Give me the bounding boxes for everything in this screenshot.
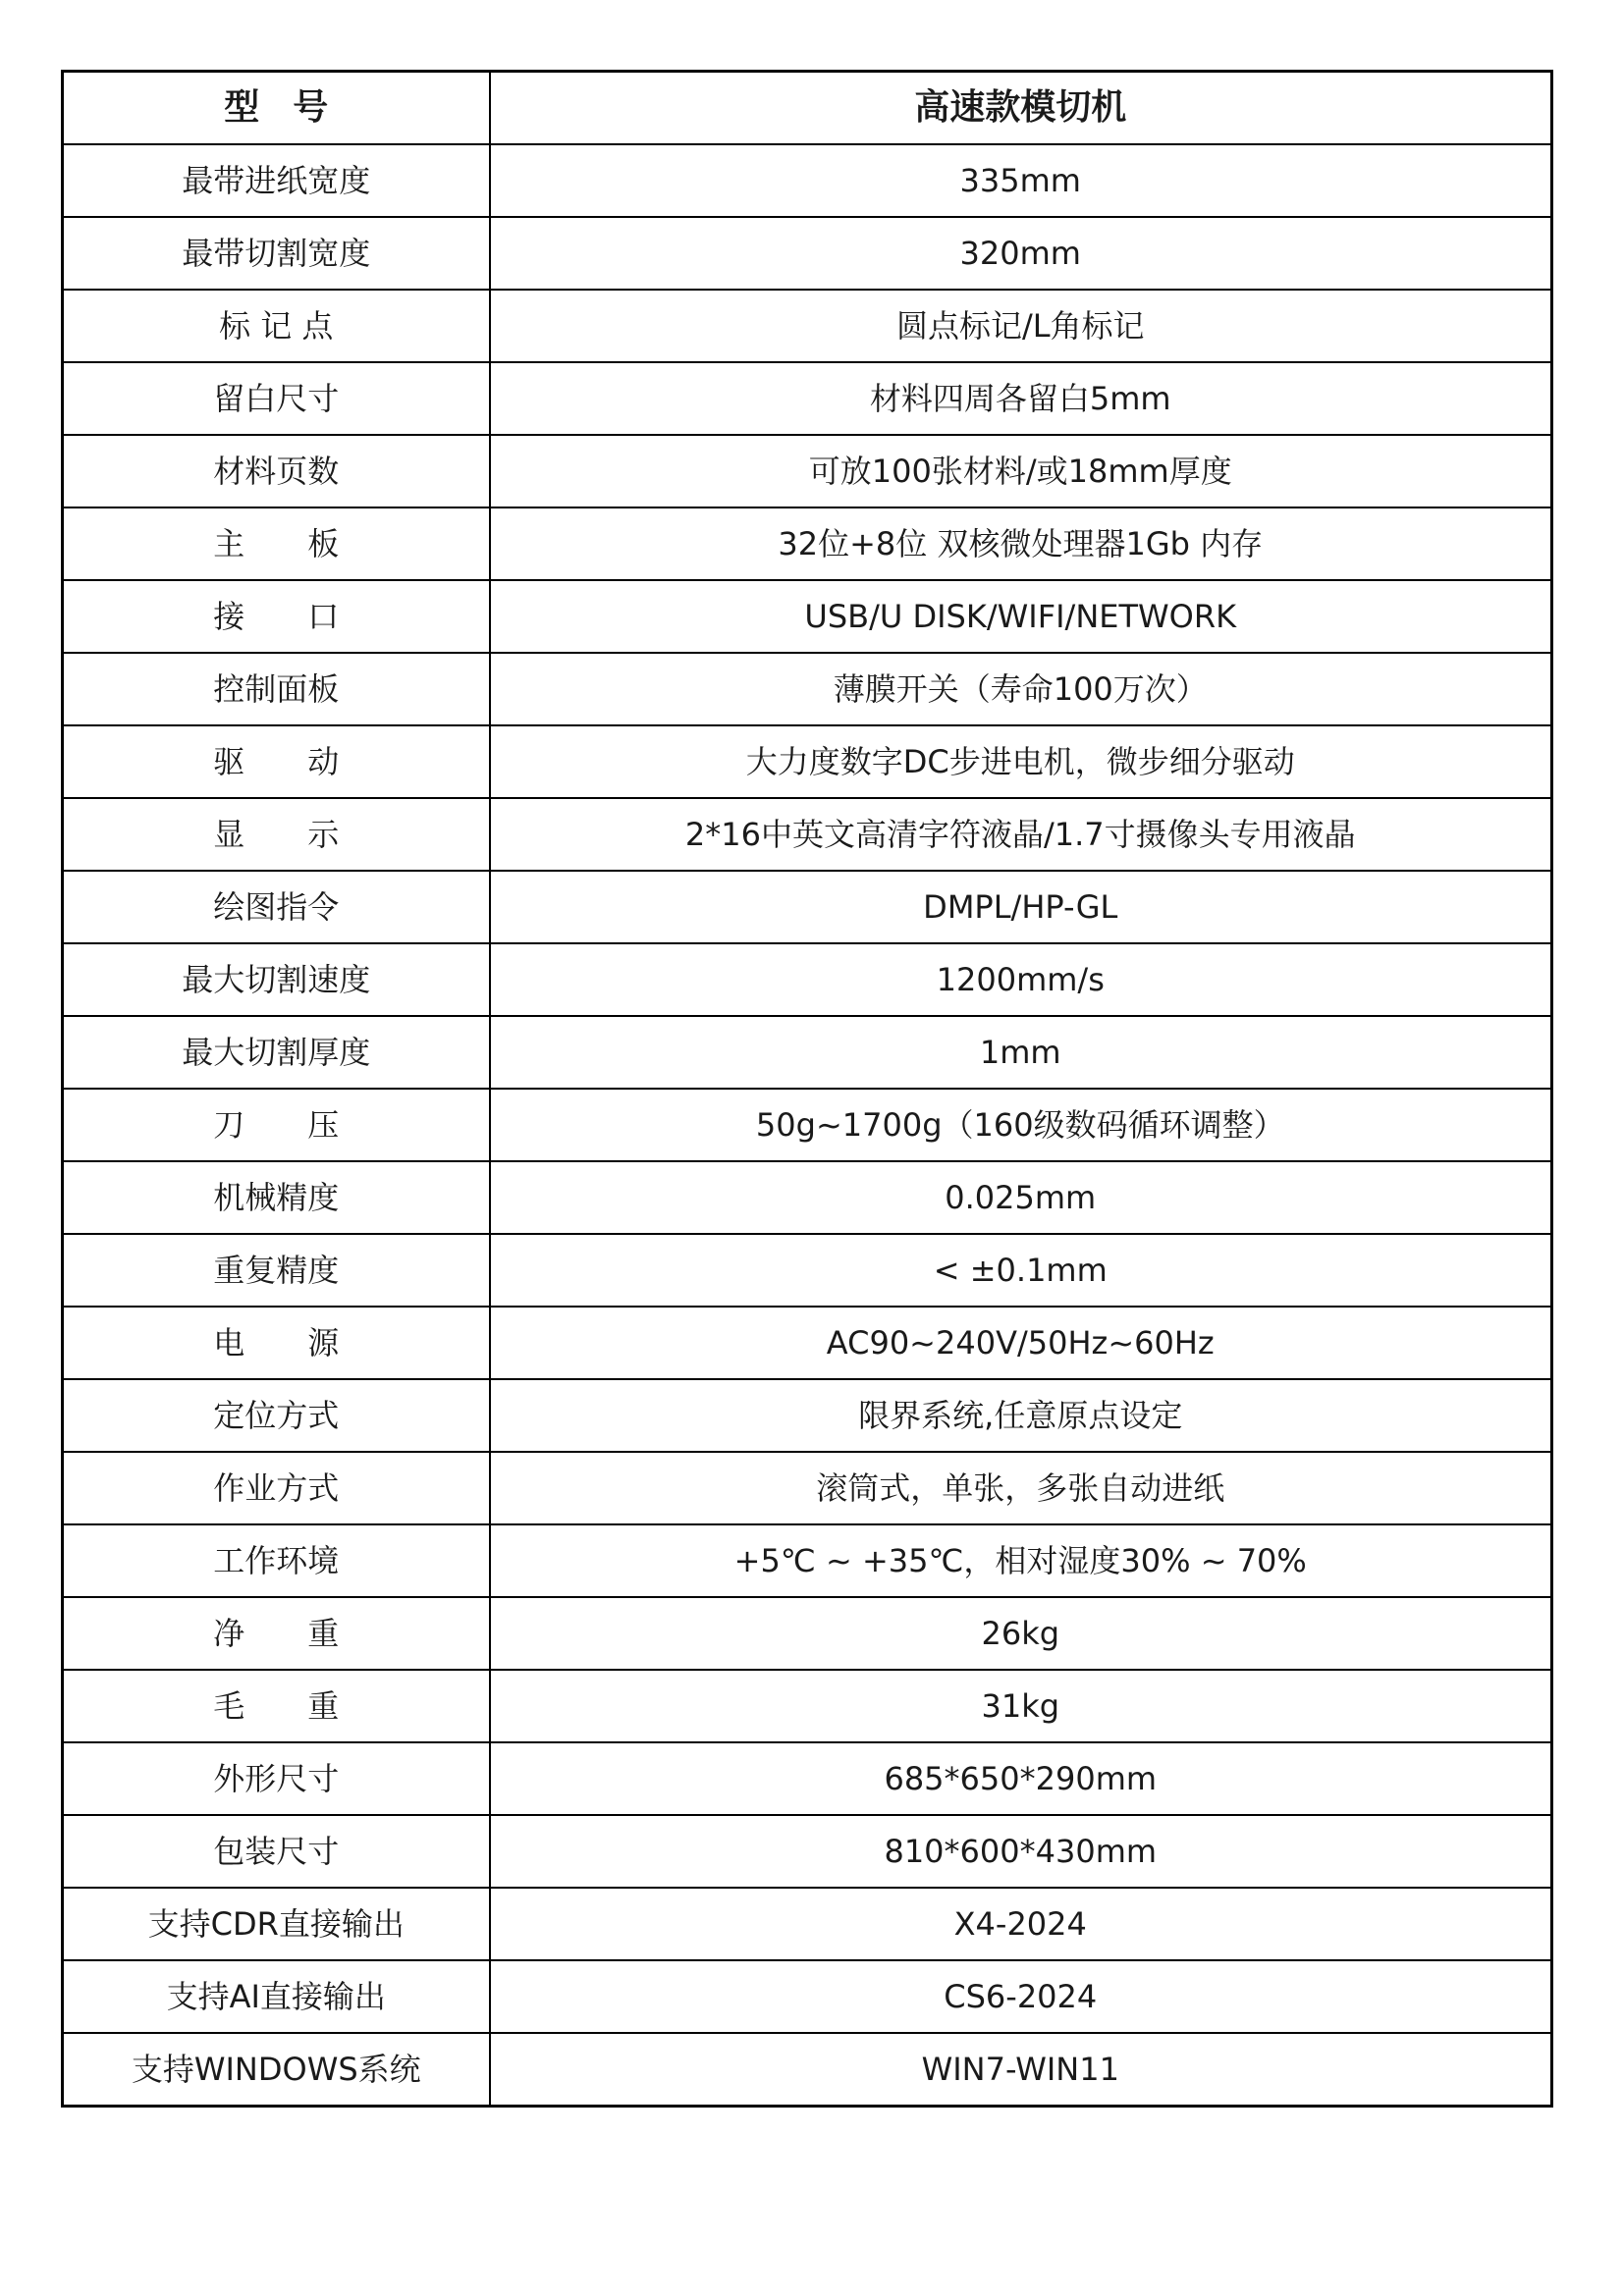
spec-value: 大力度数字DC步进电机，微步细分驱动 [490, 725, 1552, 798]
table-row [63, 1307, 1552, 1379]
spec-value: 685*650*290mm [490, 1742, 1552, 1815]
spec-label: 支持CDR直接输出 [63, 1888, 490, 1960]
spec-label: 最大切割厚度 [63, 1016, 490, 1089]
spec-value: WIN7-WIN11 [490, 2033, 1552, 2107]
table-row [63, 1161, 1552, 1234]
table-row [63, 1524, 1552, 1597]
spec-label: 定位方式 [63, 1379, 490, 1452]
spec-label: 毛 重 [63, 1670, 490, 1742]
spec-table [61, 70, 1553, 2108]
spec-label: 作业方式 [63, 1452, 490, 1524]
spec-value: 薄膜开关（寿命100万次） [490, 653, 1552, 725]
spec-value: 材料四周各留白5mm [490, 362, 1552, 435]
table-row [63, 943, 1552, 1016]
spec-value: CS6-2024 [490, 1960, 1552, 2033]
spec-label: 材料页数 [63, 435, 490, 507]
spec-value: 335mm [490, 144, 1552, 217]
spec-label: 工作环境 [63, 1524, 490, 1597]
spec-table-body [63, 144, 1552, 2107]
spec-value: X4-2024 [490, 1888, 1552, 1960]
spec-value: 32位+8位 双核微处理器1Gb 内存 [490, 507, 1552, 580]
spec-value: 圆点标记/L角标记 [490, 290, 1552, 362]
spec-label: 留白尺寸 [63, 362, 490, 435]
spec-label: 控制面板 [63, 653, 490, 725]
spec-value: AC90~240V/50Hz~60Hz [490, 1307, 1552, 1379]
spec-label: 净 重 [63, 1597, 490, 1670]
spec-value: USB/U DISK/WIFI/NETWORK [490, 580, 1552, 653]
table-row [63, 580, 1552, 653]
spec-value: 限界系统,任意原点设定 [490, 1379, 1552, 1452]
spec-value: 1200mm/s [490, 943, 1552, 1016]
spec-value: 810*600*430mm [490, 1815, 1552, 1888]
spec-label: 最带进纸宽度 [63, 144, 490, 217]
table-row [63, 290, 1552, 362]
spec-label: 最带切割宽度 [63, 217, 490, 290]
spec-label: 支持WINDOWS系统 [63, 2033, 490, 2107]
spec-value: 320mm [490, 217, 1552, 290]
table-row [63, 217, 1552, 290]
table-row [63, 1815, 1552, 1888]
table-row [63, 1670, 1552, 1742]
header-model-name: 高速款模切机 [490, 72, 1552, 145]
spec-label: 接 口 [63, 580, 490, 653]
table-row [63, 1960, 1552, 2033]
table-row [63, 1089, 1552, 1161]
table-row [63, 144, 1552, 217]
spec-value: 可放100张材料/或18mm厚度 [490, 435, 1552, 507]
spec-label: 绘图指令 [63, 871, 490, 943]
table-row [63, 1888, 1552, 1960]
spec-label: 重复精度 [63, 1234, 490, 1307]
spec-label: 驱 动 [63, 725, 490, 798]
spec-label: 主 板 [63, 507, 490, 580]
table-row [63, 1016, 1552, 1089]
spec-label: 标 记 点 [63, 290, 490, 362]
table-row [63, 2033, 1552, 2107]
table-row [63, 1597, 1552, 1670]
table-row [63, 362, 1552, 435]
spec-value: +5℃ ~ +35℃，相对湿度30% ~ 70% [490, 1524, 1552, 1597]
spec-value: 26kg [490, 1597, 1552, 1670]
spec-label: 包装尺寸 [63, 1815, 490, 1888]
table-row [63, 1234, 1552, 1307]
table-row [63, 653, 1552, 725]
spec-label: 最大切割速度 [63, 943, 490, 1016]
spec-value: 2*16中英文高清字符液晶/1.7寸摄像头专用液晶 [490, 798, 1552, 871]
spec-label: 支持AI直接输出 [63, 1960, 490, 2033]
table-row [63, 725, 1552, 798]
spec-label: 电 源 [63, 1307, 490, 1379]
spec-label: 刀 压 [63, 1089, 490, 1161]
table-header-row [63, 72, 1552, 145]
spec-value: < ±0.1mm [490, 1234, 1552, 1307]
table-row [63, 1452, 1552, 1524]
table-row [63, 871, 1552, 943]
spec-value: 50g~1700g（160级数码循环调整） [490, 1089, 1552, 1161]
spec-value: 0.025mm [490, 1161, 1552, 1234]
table-row [63, 1742, 1552, 1815]
table-row [63, 507, 1552, 580]
table-row [63, 435, 1552, 507]
spec-label: 机械精度 [63, 1161, 490, 1234]
spec-value: 滚筒式，单张，多张自动进纸 [490, 1452, 1552, 1524]
spec-value: DMPL/HP-GL [490, 871, 1552, 943]
table-row [63, 1379, 1552, 1452]
header-label: 型号 [63, 72, 490, 145]
spec-label: 外形尺寸 [63, 1742, 490, 1815]
spec-value: 31kg [490, 1670, 1552, 1742]
spec-label: 显 示 [63, 798, 490, 871]
table-row [63, 798, 1552, 871]
spec-value: 1mm [490, 1016, 1552, 1089]
